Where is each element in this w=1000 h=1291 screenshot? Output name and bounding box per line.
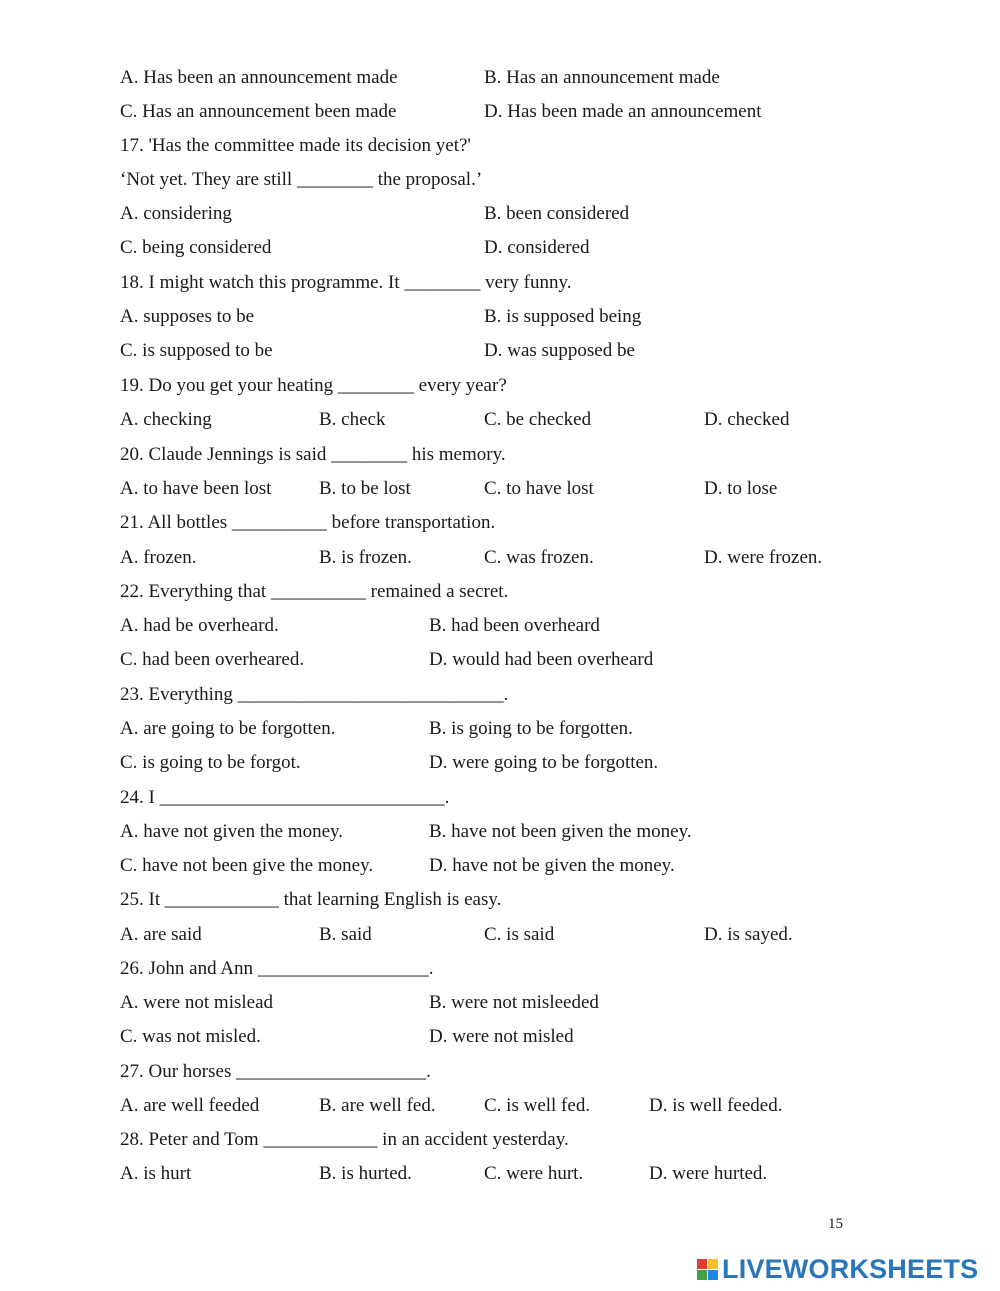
option-d[interactable]: D. would had been overheard (429, 649, 654, 670)
option-c[interactable]: C. had been overheared. (120, 649, 305, 670)
option-b[interactable]: B. said (319, 924, 372, 945)
option-a[interactable]: A. considering (120, 203, 232, 224)
option-c[interactable]: C. being considered (120, 237, 272, 258)
option-b[interactable]: B. is frozen. (319, 547, 412, 568)
option-c[interactable]: C. Has an announcement been made (120, 101, 397, 122)
option-d[interactable]: D. were frozen. (704, 547, 823, 568)
option-a[interactable]: A. is hurt (120, 1163, 192, 1184)
page-number: 15 (828, 1216, 843, 1232)
logo-text: LIVEWORKSHEETS (722, 1253, 979, 1284)
question-stem: 25. It ____________ that learning English is easy. (120, 889, 502, 910)
option-c[interactable]: C. be checked (484, 409, 592, 430)
option-a[interactable]: A. supposes to be (120, 306, 255, 327)
option-c[interactable]: C. is going to be forgot. (120, 752, 301, 773)
question-stem: 27. Our horses ____________________. (120, 1061, 431, 1082)
option-b[interactable]: B. had been overheard (429, 615, 600, 636)
option-a[interactable]: A. are well feeded (120, 1095, 260, 1116)
option-c[interactable]: C. was not misled. (120, 1026, 261, 1047)
option-a[interactable]: A. are said (120, 924, 202, 945)
option-c[interactable]: C. have not been give the money. (120, 855, 374, 876)
option-d[interactable]: D. is well feeded. (649, 1095, 783, 1116)
question-stem: 24. I ______________________________. (120, 787, 450, 808)
option-b[interactable]: B. is hurted. (319, 1163, 412, 1184)
option-c[interactable]: C. to have lost (484, 478, 594, 499)
option-c[interactable]: C. is said (484, 924, 555, 945)
option-d[interactable]: D. considered (484, 237, 590, 258)
option-a[interactable]: A. have not given the money. (120, 821, 344, 842)
option-a[interactable]: A. had be overheard. (120, 615, 279, 636)
option-d[interactable]: D. checked (704, 409, 790, 430)
question-stem: 21. All bottles __________ before transportation. (120, 512, 496, 533)
option-a[interactable]: A. are going to be forgotten. (120, 718, 336, 739)
question-stem: 28. Peter and Tom ____________ in an accident yesterday. (120, 1129, 569, 1150)
option-b[interactable]: B. is supposed being (484, 306, 642, 327)
option-c[interactable]: C. is supposed to be (120, 340, 273, 361)
option-a[interactable]: A. to have been lost (120, 478, 272, 499)
question-stem: 23. Everything ____________________________. (120, 684, 509, 705)
option-d[interactable]: D. were going to be forgotten. (429, 752, 659, 773)
option-d[interactable]: D. to lose (704, 478, 778, 499)
option-b[interactable]: B. were not misleeded (429, 992, 599, 1013)
question-stem: 19. Do you get your heating ________ every year? (120, 375, 507, 396)
option-a[interactable]: A. checking (120, 409, 212, 430)
question-stem: 22. Everything that __________ remained a secret. (120, 581, 509, 602)
option-b[interactable]: B. been considered (484, 203, 630, 224)
option-d[interactable]: D. were not misled (429, 1026, 574, 1047)
option-d[interactable]: D. Has been made an announcement (484, 101, 762, 122)
question-stem: 17. 'Has the committee made its decision yet?' (120, 135, 471, 156)
option-b[interactable]: B. Has an announcement made (484, 67, 720, 88)
option-b[interactable]: B. are well fed. (319, 1095, 436, 1116)
question-stem: 20. Claude Jennings is said ________ his memory. (120, 444, 506, 465)
question-stem: 26. John and Ann __________________. (120, 958, 434, 979)
question-stem-continued: ‘Not yet. They are still ________ the proposal.’ (120, 169, 483, 190)
question-stem: 18. I might watch this programme. It ________ very funny. (120, 272, 572, 293)
option-b[interactable]: B. to be lost (319, 478, 411, 499)
option-d[interactable]: D. were hurted. (649, 1163, 768, 1184)
option-b[interactable]: B. is going to be forgotten. (429, 718, 633, 739)
option-d[interactable]: D. is sayed. (704, 924, 793, 945)
option-c[interactable]: C. were hurt. (484, 1163, 584, 1184)
option-c[interactable]: C. is well fed. (484, 1095, 591, 1116)
logo-blocks-icon (697, 1259, 718, 1280)
option-a[interactable]: A. Has been an announcement made (120, 67, 398, 88)
option-b[interactable]: B. have not been given the money. (429, 821, 692, 842)
option-b[interactable]: B. check (319, 409, 386, 430)
option-d[interactable]: D. have not be given the money. (429, 855, 675, 876)
option-a[interactable]: A. were not mislead (120, 992, 274, 1013)
option-a[interactable]: A. frozen. (120, 547, 197, 568)
option-c[interactable]: C. was frozen. (484, 547, 594, 568)
liveworksheets-logo[interactable] (697, 1252, 978, 1286)
option-d[interactable]: D. was supposed be (484, 340, 635, 361)
